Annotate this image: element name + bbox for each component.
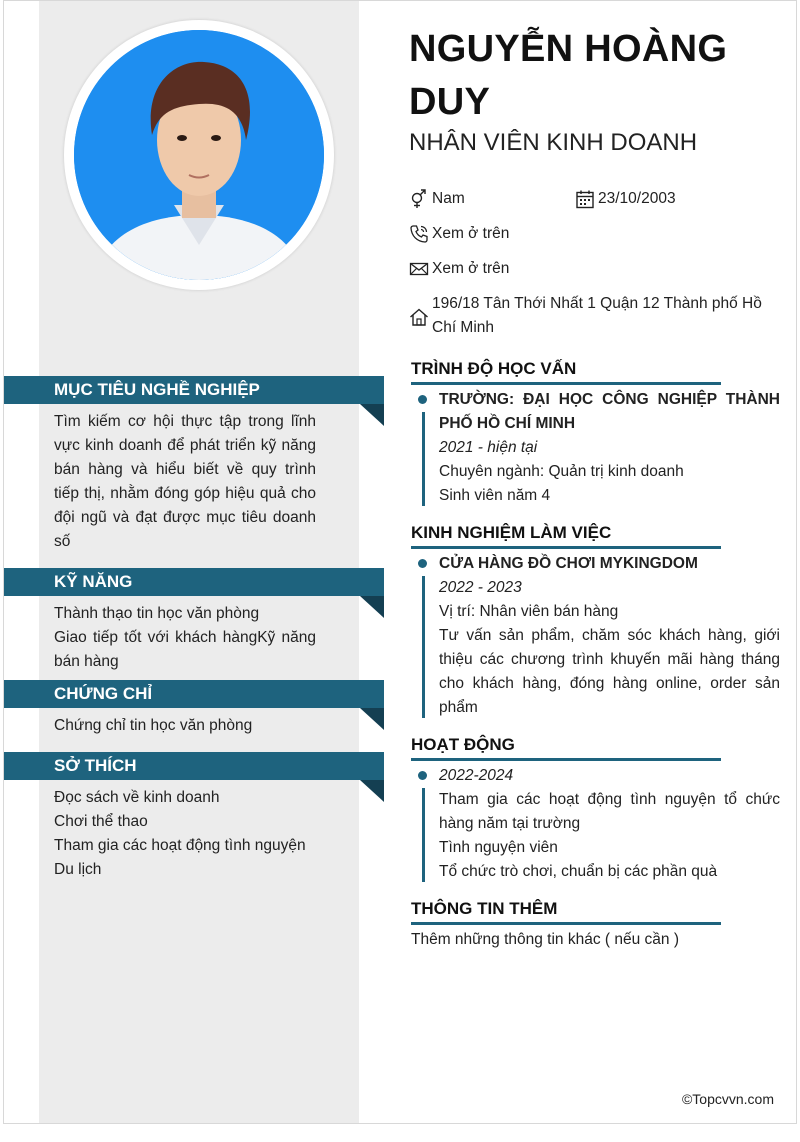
ribbon-fold — [360, 596, 384, 618]
education-year: Sinh viên năm 4 — [439, 487, 551, 504]
experience-block — [422, 552, 780, 720]
timeline-bar — [422, 788, 425, 882]
cv-page — [3, 0, 797, 1124]
footer-copyright: ©Topcvvn.com — [681, 1091, 774, 1107]
extra-heading: THÔNG TIN THÊM — [411, 898, 721, 925]
avatar-frame — [64, 20, 334, 290]
home-icon — [409, 307, 429, 327]
avatar — [74, 30, 324, 280]
certificates-list — [54, 714, 316, 738]
activities-heading: HOẠT ĐỘNG — [411, 734, 721, 761]
timeline-bar — [422, 412, 425, 506]
skills-heading: KỸ NĂNG — [4, 568, 384, 596]
ribbon-fold — [360, 404, 384, 426]
ribbon-fold — [360, 708, 384, 730]
hobbies-heading: SỞ THÍCH — [4, 752, 384, 780]
candidate-name: NGUYỄN HOÀNG DUY — [409, 28, 728, 123]
activities-block — [422, 764, 780, 884]
activities-period: 2022-2024 — [439, 767, 514, 784]
school-name: TRƯỜNG: ĐẠI HỌC CÔNG NGHIỆP THÀNH PHỐ HỒ CHÍ MINH — [439, 391, 780, 432]
gender-icon — [409, 189, 429, 209]
job-title: NHÂN VIÊN KINH DOANH — [409, 129, 698, 156]
phone-value: Xem ở trên — [432, 225, 510, 242]
objective-heading: MỤC TIÊU NGHỀ NGHIỆP — [4, 376, 384, 404]
experience-position: Vị trí: Nhân viên bán hàng — [439, 603, 619, 620]
objective-text: Tìm kiếm cơ hội thực tập trong lĩnh vực kinh doanh để phát triển kỹ năng bán hàng và hiểu biết về quy trình tiếp thị, nhằm đóng góp hiệu quả cho đội ngũ và đạt được mục tiêu doanh số — [54, 413, 316, 550]
email-value: Xem ở trên — [432, 260, 510, 277]
extra-text: Thêm những thông tin khác ( nếu cần ) — [411, 931, 680, 948]
hobbies-list — [54, 786, 316, 882]
hobby-item: Chơi thể thao — [54, 813, 148, 830]
education-heading: TRÌNH ĐỘ HỌC VẤN — [411, 358, 721, 385]
address-row — [409, 292, 779, 342]
certificates-heading: CHỨNG CHỈ — [4, 680, 384, 708]
education-major: Chuyên ngành: Quản trị kinh doanh — [439, 463, 684, 480]
mail-icon — [409, 259, 429, 279]
timeline-dot — [418, 559, 427, 568]
experience-heading: KINH NGHIỆM LÀM VIỆC — [411, 522, 721, 549]
skill-item: Giao tiếp tốt với khách hàngKỹ năng bán hàng — [54, 629, 316, 670]
activity-item: Tình nguyện viên — [439, 839, 558, 856]
timeline-dot — [418, 771, 427, 780]
company-name: CỬA HÀNG ĐỒ CHƠI MYKINGDOM — [439, 555, 698, 572]
hobby-item: Tham gia các hoạt động tình nguyện — [54, 837, 306, 854]
ribbon-fold — [360, 780, 384, 802]
hobby-item: Du lịch — [54, 861, 102, 878]
phone-icon — [409, 224, 429, 244]
dob-value: 23/10/2003 — [598, 190, 676, 207]
hobby-item: Đọc sách về kinh doanh — [54, 789, 220, 806]
address-value: 196/18 Tân Thới Nhất 1 Quận 12 Thành phố Hồ Chí Minh — [432, 295, 762, 336]
certificate-item: Chứng chỉ tin học văn phòng — [54, 717, 253, 734]
activity-item: Tổ chức trò chơi, chuẩn bị các phần quà — [439, 863, 718, 880]
activity-item: Tham gia các hoạt động tình nguyện tổ chức hàng năm tại trường — [439, 791, 780, 832]
timeline-bar — [422, 576, 425, 718]
skill-item: Thành thạo tin học văn phòng — [54, 605, 260, 622]
experience-period: 2022 - 2023 — [439, 579, 522, 596]
timeline-dot — [418, 395, 427, 404]
education-period: 2021 - hiện tại — [439, 439, 538, 456]
calendar-icon — [575, 189, 595, 209]
skills-list — [54, 602, 316, 674]
education-block — [422, 388, 780, 508]
gender-value: Nam — [432, 190, 465, 207]
experience-description: Tư vấn sản phẩm, chăm sóc khách hàng, giới thiệu các chương trình khuyến mãi hàng tháng cho khách hàng, đóng hàng online, order sản phẩm — [439, 627, 780, 716]
